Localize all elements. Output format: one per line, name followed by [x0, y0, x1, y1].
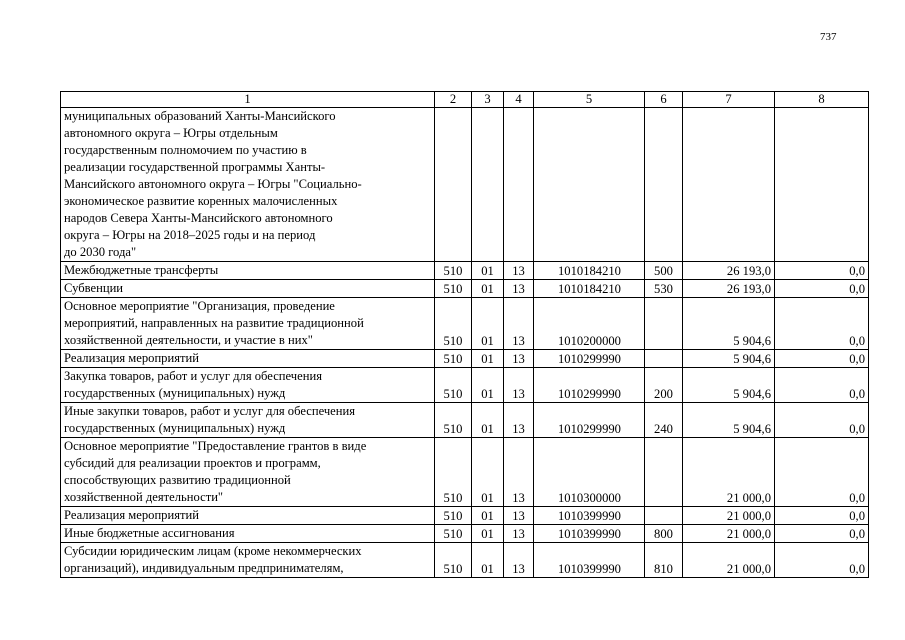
- cell-expense-type: [645, 350, 683, 368]
- item-name-line: Реализация мероприятий: [64, 351, 199, 365]
- item-name-line: государственных (муниципальных) нужд: [64, 386, 286, 400]
- item-name-line: Субвенции: [64, 281, 124, 295]
- cell-item-name: [61, 543, 435, 578]
- cell-target-article: 1010399990: [534, 543, 645, 578]
- column-header-5: 5: [534, 92, 645, 108]
- item-name-line: государственных (муниципальных) нужд: [64, 421, 286, 435]
- item-name-line: Мансийского автономного округа – Югры "Социально-: [64, 177, 362, 191]
- cell-amount-2: 0,0: [775, 403, 869, 438]
- cell-expense-type: [645, 298, 683, 350]
- cell-expense-type: 810: [645, 543, 683, 578]
- cell-target-article: 1010200000: [534, 298, 645, 350]
- cell-amount: [683, 108, 775, 262]
- cell-amount: 5 904,6: [683, 350, 775, 368]
- cell-ministry-code: 510: [435, 543, 472, 578]
- cell-target-article: 1010399990: [534, 507, 645, 525]
- cell-target-article: 1010299990: [534, 350, 645, 368]
- cell-ministry-code: 510: [435, 368, 472, 403]
- cell-amount-2: [775, 108, 869, 262]
- item-name-line: хозяйственной деятельности, и участие в них": [64, 333, 313, 347]
- item-name-line: Межбюджетные трансферты: [64, 263, 219, 277]
- cell-subsection-code: 13: [504, 507, 534, 525]
- cell-expense-type: [645, 438, 683, 507]
- cell-amount-2: 0,0: [775, 438, 869, 507]
- cell-expense-type: 800: [645, 525, 683, 543]
- table-row: [61, 108, 869, 262]
- cell-amount: 21 000,0: [683, 543, 775, 578]
- cell-target-article: 1010299990: [534, 368, 645, 403]
- cell-amount-2: 0,0: [775, 350, 869, 368]
- cell-section-code: 01: [472, 280, 504, 298]
- column-header-4: 4: [504, 92, 534, 108]
- table-row: [61, 525, 869, 543]
- column-header-1: 1: [61, 92, 435, 108]
- table-row: [61, 298, 869, 350]
- cell-section-code: 01: [472, 438, 504, 507]
- item-name-line: до 2030 года": [64, 245, 137, 259]
- column-header-2: 2: [435, 92, 472, 108]
- cell-subsection-code: 13: [504, 403, 534, 438]
- cell-target-article: 1010300000: [534, 438, 645, 507]
- cell-target-article: 1010299990: [534, 403, 645, 438]
- cell-subsection-code: 13: [504, 350, 534, 368]
- cell-ministry-code: 510: [435, 280, 472, 298]
- table-row: [61, 280, 869, 298]
- cell-subsection-code: 13: [504, 280, 534, 298]
- cell-amount-2: 0,0: [775, 368, 869, 403]
- item-name-line: государственным полномочием по участию в: [64, 143, 307, 157]
- cell-amount: 21 000,0: [683, 507, 775, 525]
- cell-section-code: 01: [472, 298, 504, 350]
- cell-amount-2: 0,0: [775, 298, 869, 350]
- column-header-3: 3: [472, 92, 504, 108]
- cell-expense-type: [645, 108, 683, 262]
- cell-section-code: 01: [472, 543, 504, 578]
- table-row: [61, 403, 869, 438]
- item-name-line: округа – Югры на 2018–2025 годы и на период: [64, 228, 316, 242]
- cell-section-code: [472, 108, 504, 262]
- cell-target-article: 1010184210: [534, 280, 645, 298]
- item-name-line: автономного округа – Югры отдельным: [64, 126, 278, 140]
- cell-item-name: [61, 525, 435, 543]
- cell-item-name: [61, 298, 435, 350]
- item-name-line: муниципальных образований Ханты-Мансийского: [64, 109, 336, 123]
- cell-section-code: 01: [472, 403, 504, 438]
- cell-amount-2: 0,0: [775, 507, 869, 525]
- cell-section-code: 01: [472, 262, 504, 280]
- item-name-line: хозяйственной деятельности": [64, 490, 224, 504]
- cell-ministry-code: 510: [435, 438, 472, 507]
- column-header-8: 8: [775, 92, 869, 108]
- item-name-line: Основное мероприятие "Организация, проведение: [64, 299, 335, 313]
- cell-ministry-code: 510: [435, 507, 472, 525]
- cell-amount: 26 193,0: [683, 262, 775, 280]
- cell-amount: 5 904,6: [683, 298, 775, 350]
- item-name-line: Реализация мероприятий: [64, 508, 199, 522]
- cell-amount-2: 0,0: [775, 262, 869, 280]
- cell-expense-type: 200: [645, 368, 683, 403]
- cell-amount: 21 000,0: [683, 525, 775, 543]
- cell-item-name: [61, 262, 435, 280]
- column-header-7: 7: [683, 92, 775, 108]
- cell-subsection-code: 13: [504, 438, 534, 507]
- column-header-6: 6: [645, 92, 683, 108]
- cell-ministry-code: 510: [435, 403, 472, 438]
- cell-amount: 26 193,0: [683, 280, 775, 298]
- table-row: [61, 350, 869, 368]
- cell-expense-type: 530: [645, 280, 683, 298]
- cell-item-name: [61, 368, 435, 403]
- table-row: [61, 368, 869, 403]
- cell-amount: 5 904,6: [683, 368, 775, 403]
- cell-subsection-code: 13: [504, 262, 534, 280]
- cell-expense-type: 500: [645, 262, 683, 280]
- cell-ministry-code: [435, 108, 472, 262]
- item-name-line: Закупка товаров, работ и услуг для обеспечения: [64, 369, 323, 383]
- cell-ministry-code: 510: [435, 262, 472, 280]
- cell-subsection-code: 13: [504, 368, 534, 403]
- cell-item-name: [61, 403, 435, 438]
- cell-expense-type: 240: [645, 403, 683, 438]
- item-name-line: способствующих развитию традиционной: [64, 473, 291, 487]
- cell-item-name: [61, 438, 435, 507]
- cell-section-code: 01: [472, 350, 504, 368]
- cell-expense-type: [645, 507, 683, 525]
- cell-amount: 5 904,6: [683, 403, 775, 438]
- cell-section-code: 01: [472, 525, 504, 543]
- cell-subsection-code: 13: [504, 525, 534, 543]
- cell-amount-2: 0,0: [775, 280, 869, 298]
- item-name-line: организаций), индивидуальным предпринимателям,: [64, 561, 344, 575]
- page-number: 737: [820, 31, 837, 43]
- cell-section-code: 01: [472, 368, 504, 403]
- cell-subsection-code: 13: [504, 543, 534, 578]
- table-row: [61, 543, 869, 578]
- item-name-line: народов Севера Ханты-Мансийского автономного: [64, 211, 333, 225]
- cell-ministry-code: 510: [435, 525, 472, 543]
- cell-ministry-code: 510: [435, 350, 472, 368]
- cell-item-name: [61, 108, 435, 262]
- cell-item-name: [61, 280, 435, 298]
- cell-target-article: [534, 108, 645, 262]
- budget-table: [60, 91, 869, 578]
- item-name-line: Иные бюджетные ассигнования: [64, 526, 235, 540]
- table-row: [61, 438, 869, 507]
- item-name-line: Основное мероприятие "Предоставление грантов в виде: [64, 439, 367, 453]
- cell-ministry-code: 510: [435, 298, 472, 350]
- item-name-line: Иные закупки товаров, работ и услуг для обеспечения: [64, 404, 356, 418]
- item-name-line: мероприятий, направленных на развитие традиционной: [64, 316, 364, 330]
- cell-amount: 21 000,0: [683, 438, 775, 507]
- item-name-line: Субсидии юридическим лицам (кроме некоммерческих: [64, 544, 362, 558]
- cell-amount-2: 0,0: [775, 525, 869, 543]
- cell-subsection-code: [504, 108, 534, 262]
- cell-section-code: 01: [472, 507, 504, 525]
- cell-target-article: 1010184210: [534, 262, 645, 280]
- cell-subsection-code: 13: [504, 298, 534, 350]
- table-row: [61, 262, 869, 280]
- table-row: [61, 507, 869, 525]
- table-body: [61, 92, 869, 578]
- cell-item-name: [61, 507, 435, 525]
- item-name-line: экономическое развитие коренных малочисленных: [64, 194, 338, 208]
- item-name-line: реализации государственной программы Ханты-: [64, 160, 326, 174]
- cell-item-name: [61, 350, 435, 368]
- cell-amount-2: 0,0: [775, 543, 869, 578]
- header-row: [61, 92, 869, 108]
- item-name-line: субсидий для реализации проектов и программ,: [64, 456, 321, 470]
- cell-target-article: 1010399990: [534, 525, 645, 543]
